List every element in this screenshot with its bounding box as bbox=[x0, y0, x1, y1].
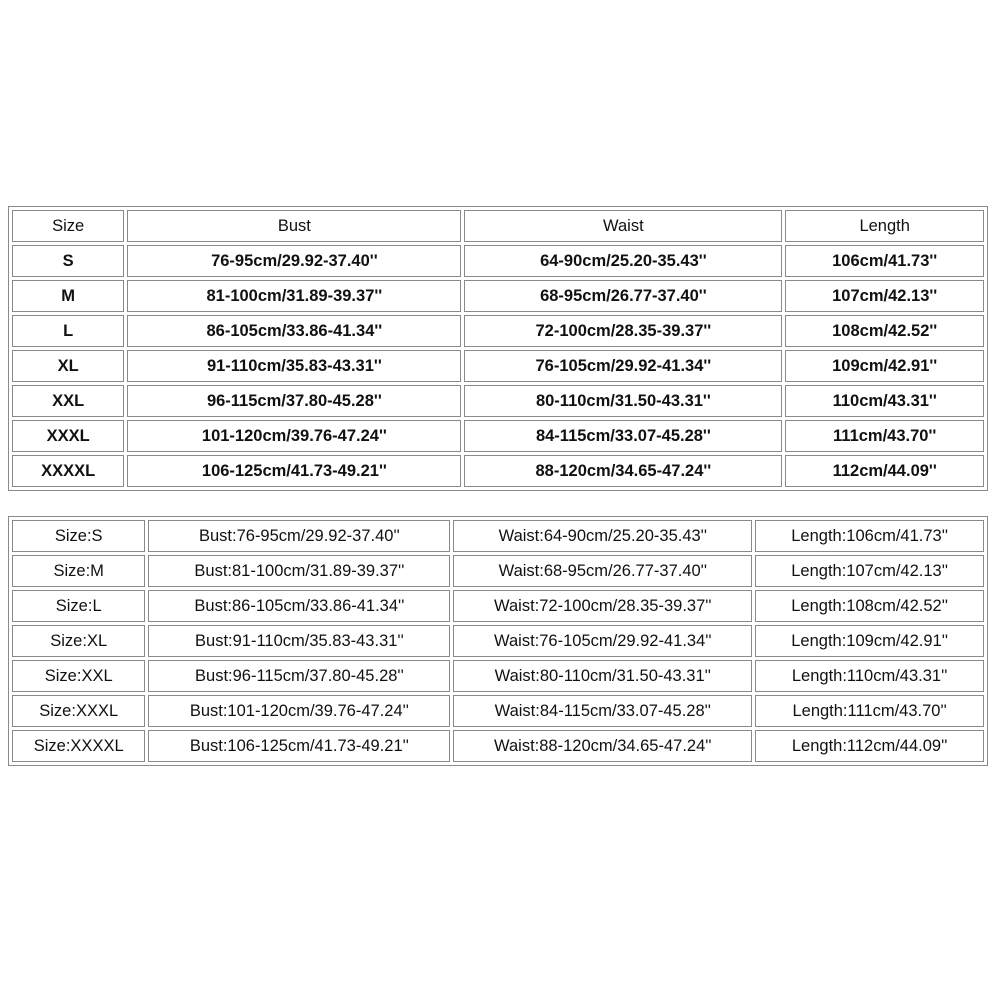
cell-size: XXXL bbox=[12, 420, 124, 452]
cell-size: Size:M bbox=[12, 555, 145, 587]
cell-size: L bbox=[12, 315, 124, 347]
cell-waist: Waist:80-110cm/31.50-43.31'' bbox=[453, 660, 752, 692]
cell-size: XXL bbox=[12, 385, 124, 417]
cell-length: Length:109cm/42.91'' bbox=[755, 625, 984, 657]
cell-waist: 88-120cm/34.65-47.24'' bbox=[464, 455, 782, 487]
cell-waist: Waist:84-115cm/33.07-45.28'' bbox=[453, 695, 752, 727]
cell-length: 112cm/44.09'' bbox=[785, 455, 984, 487]
cell-length: 108cm/42.52'' bbox=[785, 315, 984, 347]
table-row bbox=[12, 520, 984, 552]
cell-length: 107cm/42.13'' bbox=[785, 280, 984, 312]
table-row bbox=[12, 695, 984, 727]
table-row bbox=[12, 420, 984, 452]
cell-waist: 64-90cm/25.20-35.43'' bbox=[464, 245, 782, 277]
cell-waist: 72-100cm/28.35-39.37'' bbox=[464, 315, 782, 347]
cell-size: M bbox=[12, 280, 124, 312]
cell-length: 111cm/43.70'' bbox=[785, 420, 984, 452]
cell-bust: Bust:86-105cm/33.86-41.34'' bbox=[148, 590, 450, 622]
cell-bust: 76-95cm/29.92-37.40'' bbox=[127, 245, 461, 277]
cell-length: Length:111cm/43.70'' bbox=[755, 695, 984, 727]
cell-length: 110cm/43.31'' bbox=[785, 385, 984, 417]
cell-bust: Bust:76-95cm/29.92-37.40'' bbox=[148, 520, 450, 552]
cell-waist: Waist:76-105cm/29.92-41.34'' bbox=[453, 625, 752, 657]
cell-size: Size:XXXXL bbox=[12, 730, 145, 762]
cell-waist: Waist:68-95cm/26.77-37.40'' bbox=[453, 555, 752, 587]
cell-bust: Bust:91-110cm/35.83-43.31'' bbox=[148, 625, 450, 657]
table-row bbox=[12, 385, 984, 417]
cell-bust: 91-110cm/35.83-43.31'' bbox=[127, 350, 461, 382]
cell-bust: 81-100cm/31.89-39.37'' bbox=[127, 280, 461, 312]
size-chart-table-1 bbox=[8, 206, 988, 491]
cell-waist: Waist:72-100cm/28.35-39.37'' bbox=[453, 590, 752, 622]
size-chart-table-2 bbox=[8, 516, 988, 766]
cell-size: XL bbox=[12, 350, 124, 382]
cell-bust: 86-105cm/33.86-41.34'' bbox=[127, 315, 461, 347]
cell-length: Length:107cm/42.13'' bbox=[755, 555, 984, 587]
header-bust: Bust bbox=[127, 210, 461, 242]
cell-bust: Bust:101-120cm/39.76-47.24'' bbox=[148, 695, 450, 727]
table-row bbox=[12, 455, 984, 487]
cell-waist: Waist:64-90cm/25.20-35.43'' bbox=[453, 520, 752, 552]
table-row bbox=[12, 350, 984, 382]
header-size: Size bbox=[12, 210, 124, 242]
cell-length: Length:110cm/43.31'' bbox=[755, 660, 984, 692]
cell-size: XXXXL bbox=[12, 455, 124, 487]
cell-size: S bbox=[12, 245, 124, 277]
cell-waist: 80-110cm/31.50-43.31'' bbox=[464, 385, 782, 417]
table-row bbox=[12, 555, 984, 587]
table-row bbox=[12, 625, 984, 657]
cell-waist: 76-105cm/29.92-41.34'' bbox=[464, 350, 782, 382]
cell-length: Length:106cm/41.73'' bbox=[755, 520, 984, 552]
cell-bust: 96-115cm/37.80-45.28'' bbox=[127, 385, 461, 417]
header-length: Length bbox=[785, 210, 984, 242]
cell-length: 106cm/41.73'' bbox=[785, 245, 984, 277]
cell-waist: 84-115cm/33.07-45.28'' bbox=[464, 420, 782, 452]
table-header-row bbox=[12, 210, 984, 242]
table-row bbox=[12, 245, 984, 277]
cell-length: 109cm/42.91'' bbox=[785, 350, 984, 382]
header-waist: Waist bbox=[464, 210, 782, 242]
cell-waist: Waist:88-120cm/34.65-47.24'' bbox=[453, 730, 752, 762]
cell-length: Length:108cm/42.52'' bbox=[755, 590, 984, 622]
cell-bust: 106-125cm/41.73-49.21'' bbox=[127, 455, 461, 487]
table-row bbox=[12, 730, 984, 762]
cell-size: Size:L bbox=[12, 590, 145, 622]
cell-bust: 101-120cm/39.76-47.24'' bbox=[127, 420, 461, 452]
cell-size: Size:XL bbox=[12, 625, 145, 657]
cell-size: Size:XXXL bbox=[12, 695, 145, 727]
cell-length: Length:112cm/44.09'' bbox=[755, 730, 984, 762]
cell-size: Size:XXL bbox=[12, 660, 145, 692]
cell-bust: Bust:96-115cm/37.80-45.28'' bbox=[148, 660, 450, 692]
cell-bust: Bust:106-125cm/41.73-49.21'' bbox=[148, 730, 450, 762]
table-row bbox=[12, 660, 984, 692]
table-row bbox=[12, 280, 984, 312]
table-row bbox=[12, 315, 984, 347]
cell-size: Size:S bbox=[12, 520, 145, 552]
cell-waist: 68-95cm/26.77-37.40'' bbox=[464, 280, 782, 312]
table-row bbox=[12, 590, 984, 622]
cell-bust: Bust:81-100cm/31.89-39.37'' bbox=[148, 555, 450, 587]
